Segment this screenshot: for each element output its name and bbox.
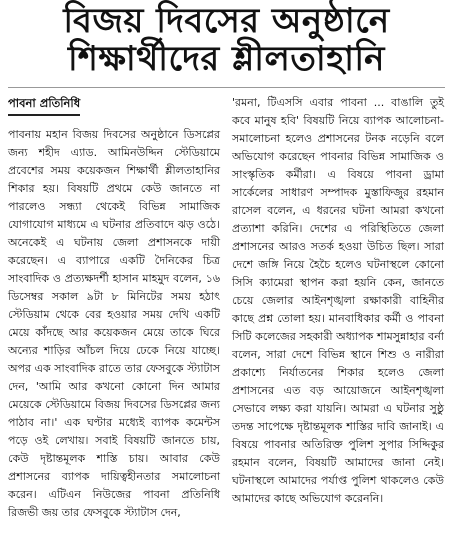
- right-column-text: 'রমনা, টিএসসি এবার পাবনা ... বাঙালি তুই কবে মানুষ হবি' বিষয়টি নিয়ে ব্যাপক আলোচনা-সমালোচনা হলেও প্রশাসনের টনক নড়েনি বলে অভিযোগ করেছেন পাবনার বিভিন্ন সামাজিক ও সাংস্কৃতিক কর্মীরা। এ বিষয়ে পাবনা ড্রামা সার্কেলের সাধারণ সম্পাদক মুস্তাফিজুর রহমান রাসেল বলেন, এ ধরনের ঘটনা আমরা কখনো প্রত্যাশা করিনি। দেশের এ পরিস্থিতিতে জেলা প্রশাসনের আরও সতর্ক হওয়া উচিত ছিল। সারা দেশে জঙ্গি নিয়ে হৈচৈ হলেও ঘটনাস্থলে কোনো সিসি ক্যামেরা স্থাপন করা হয়নি কেন, জানতে চেয়ে জেলার আইনশৃঙ্খলা রক্ষাকারী বাহিনীর কাছে প্রশ্ন তোলা হয়। মানবাধিকার কর্মী ও পাবনা সিটি কলেজের সহকারী অধ্যাপক শামসুন্নাহার বর্না বলেন, সারা দেশে বিভিন্ন স্থানে শিশু ও নারীরা প্রকাশ্যে নির্যাতনের শিকার হলেও জেলা প্রশাসনের এত বড় আয়োজনে আইনশৃঙ্খলা সেভাবে লক্ষ্য করা যায়নি। আমরা এ ঘটনার সুষ্ঠু তদন্ত সাপেক্ষে দৃষ্টান্তমূলক শাস্তির দাবি জানাই। এ বিষয়ে পাবনার অতিরিক্ত পুলিশ সুপার সিদ্দিকুর রহমান বলেন, বিষয়টি আমাদের জানা নেই। ঘটনাস্থলে আমাদের পর্যাপ্ত পুলিশ থাকলেও কেউ আমাদের কাছে অভিযোগ করেননি।: [232, 96, 444, 506]
- headline: [8, 1, 445, 79]
- article-column-right: [232, 94, 444, 522]
- byline: পাবনা প্রতিনিধি: [8, 94, 80, 116]
- article-column-left: [8, 94, 220, 522]
- headline-line-1: বিজয় দিবসের অনুষ্ঠানে: [63, 1, 390, 41]
- headline-divider: [8, 87, 445, 88]
- headline-line-2: শিক্ষার্থীদের শ্লীলতাহানি: [68, 38, 385, 79]
- left-column-text: পাবনায় মহান বিজয় দিবসের অনুষ্ঠানে ডিসপ্লের জন্য শহীদ এ্যাড. আমিনউদ্দিন স্টেডিয়ামে প্রবেশের সময় কয়েকজন শিক্ষার্থী শ্লীলতাহানির শিকার হয়। বিষয়টি প্রথমে কেউ জানতে না পারলেও সন্ধ্যা থেকেই বিভিন্ন সামাজিক যোগাযোগ মাধ্যমে এ ঘটনার প্রতিবাদে ঝড় ওঠে। অনেকেই এ ঘটনায় জেলা প্রশাসনকে দায়ী করেছেন। এ ব্যাপারে একটি দৈনিকের চিত্র সাংবাদিক ও প্রত্যক্ষদর্শী হাসান মাহমুদ বলেন, ১৬ ডিসেম্বর সকাল ৯টা ৮ মিনিটের সময় হঠাৎ স্টেডিয়াম থেকে বের হওয়ার সময় দেখি একটি মেয়ে কাঁদছে আর কয়েকজন মেয়ে তাকে ঘিরে অন্যের শাড়ির আঁচল দিয়ে ঢেকে নিয়ে যাচ্ছে। অপর এক সাংবাদিক রাতে তার ফেসবুকে স্ট্যাটাস দেন, 'আমি আর কখনো কোনো দিন আমার মেয়েকে স্টেডিয়ামে বিজয় দিবসের ডিসপ্লের জন্য পাঠাব না।' এক ঘণ্টার মধ্যেই ব্যাপক কমেন্টস পড়ে ওই লেখায়। সবাই বিষয়টি জানতে চায়, কেউ দৃষ্টান্তমূলক শাস্তি চায়। আবার কেউ প্রশাসনের ব্যাপক দায়িত্বহীনতার সমালোচনা করেন। এটিএন নিউজের পাবনা প্রতিনিধি রিজভী জয় তার ফেসবুকে স্ট্যাটাস দেন,: [8, 128, 220, 520]
- article-body: [8, 94, 445, 522]
